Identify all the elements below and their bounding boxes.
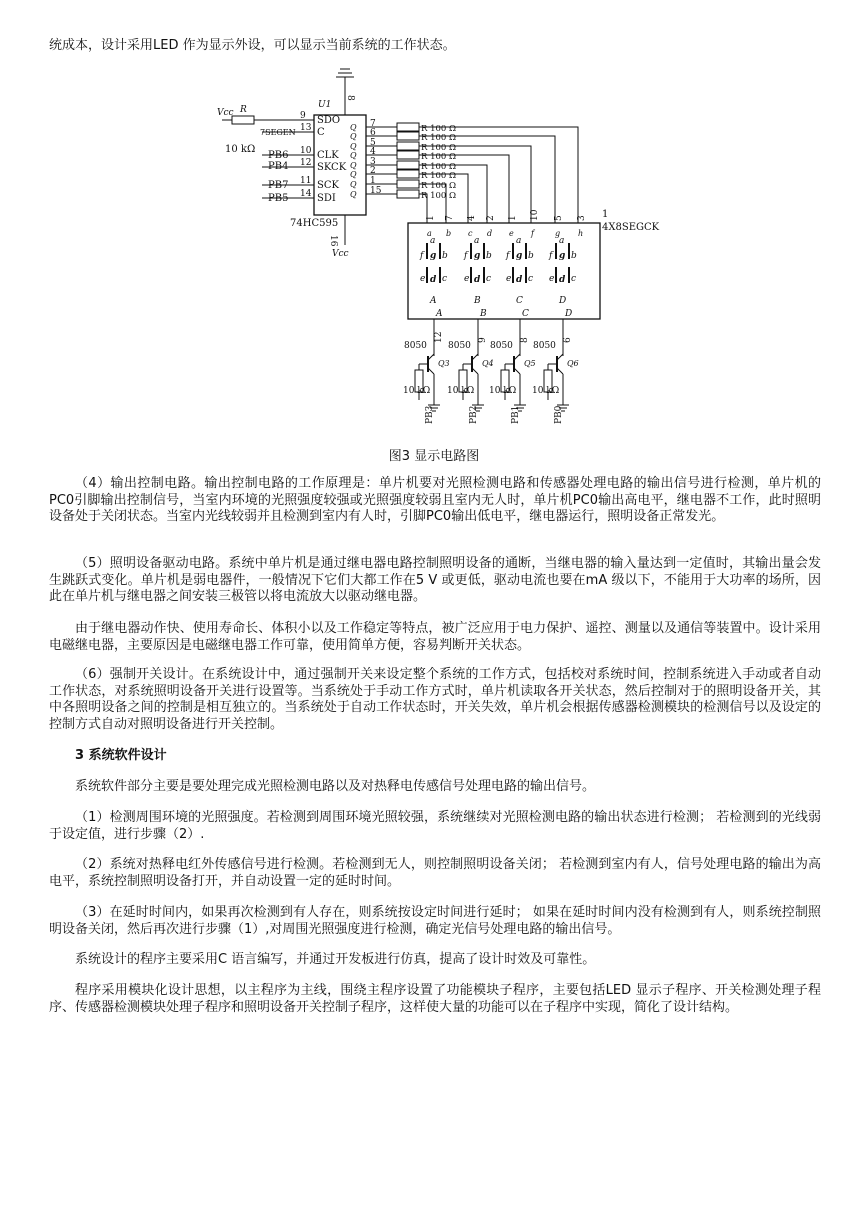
digit-pin-number: 6 [563,337,573,343]
display-top-pin: 4 [467,215,477,221]
digit-pin-number: 12 [434,331,444,343]
svg-text:e: e [506,274,512,284]
chip-name: 74HC595 [290,218,339,229]
chip-q-pin: 6 [370,128,376,138]
npn-transistor [403,341,450,424]
svg-text:b: b [442,251,448,261]
digit-label: C [516,296,523,306]
svg-text:d: d [559,275,566,285]
chip-q-output: Q [350,190,357,199]
segen-label: 7SEGEN [260,128,296,137]
digit-pin-number: 9 [478,337,488,343]
series-resistor-label: R 100 Ω [421,181,457,191]
digit-label-lower: A [436,309,443,319]
display-segment-letter: c [468,229,473,238]
series-resistor-label: R 100 Ω [421,191,457,201]
transistor-ref: Q4 [482,359,494,368]
chip-pin-number: 10 [300,146,312,156]
chip-q-output: Q [350,123,357,132]
digit-label: B [474,296,481,306]
svg-text:f: f [506,251,510,261]
chip-pin-number: 11 [300,176,312,186]
seven-segment-digit [505,236,534,285]
port-pb6: PB6 [268,150,289,161]
chip-q-output: Q [350,132,357,141]
transistor-ref: Q5 [524,359,536,368]
chip-pin-label: C [317,127,325,138]
figure-caption: 图3 显示电路图 [388,449,480,464]
svg-text:f: f [549,251,553,261]
display-top-pin: 5 [554,215,564,221]
svg-text:a: a [474,236,480,246]
digit-label-lower: D [565,309,573,319]
paragraph-step1: （1）检测周围环境的光照强度。若检测到周围环境光照较强，系统继续对光照检测电路的输出状态进行检测； 若检测到的光线弱于设定值，进行步骤（2）. [49,810,821,842]
chip-pin-label: SCK [317,180,339,191]
base-resistor-value: 10 kΩ [489,386,517,396]
series-resistor-label: R 100 Ω [421,133,457,143]
chip-bottom-pin: 16 [328,235,338,247]
svg-text:d: d [474,275,481,285]
paragraph-modular: 程序采用模块化设计思想，以主程序为主线，围绕主程序设置了功能模块子程序，主要包括LED 显示子程序、开关检测处理子程序、传感器检测模块处理子程序和照明设备开关控制子程序，这样使大量的功能可以在子程序中实现，简化了设计结构。 [49,983,821,1015]
pullup-r-label: R [240,105,247,115]
chip-q-output: Q [350,142,357,151]
chip-q-output: Q [350,170,357,179]
transistor-type: 8050 [490,341,513,351]
display-top-pin: 3 [577,215,587,221]
port-pb5: PB5 [268,193,289,204]
display-segment-letter: d [487,229,493,238]
series-resistor-label: R 100 Ω [421,143,457,153]
chip-pin-number: 9 [300,111,306,121]
svg-text:g: g [430,251,437,261]
svg-text:a: a [559,236,565,246]
chip-ref: U1 [318,100,332,110]
svg-text:f: f [420,251,424,261]
chip-pin-label: SDO [317,115,341,126]
paragraph-software-intro: 系统软件部分主要是要处理完成光照检测电路以及对热释电传感信号处理电路的输出信号。 [75,779,596,794]
transistor-ref: Q3 [438,359,450,368]
display-ref: 1 [602,209,609,220]
chip-q-pin: 15 [370,186,382,196]
digit-label: A [430,296,437,306]
pullup-r-value: 10 kΩ [225,144,256,155]
transistor-type: 8050 [404,341,427,351]
seven-segment-digit [419,236,448,285]
series-resistor-label: R 100 Ω [421,162,457,172]
svg-text:f: f [464,251,468,261]
chip-q-pin: 4 [370,147,376,157]
chip-pin-number: 13 [300,123,312,133]
paragraph-c-language: 系统设计的程序主要采用C 语言编写，并通过开发板进行仿真，提高了设计时效及可靠性。 [75,952,596,967]
series-resistor-label: R 100 Ω [421,171,457,181]
chip-pin-number: 14 [300,189,312,199]
svg-text:b: b [571,251,577,261]
chip-pin-label: CLK [317,150,339,161]
svg-text:a: a [516,236,522,246]
chip-q-pin: 1 [370,176,376,186]
svg-text:d: d [516,275,523,285]
display-name: 4X8SEGCK [602,222,660,233]
svg-text:e: e [420,274,426,284]
display-segment-letter: f [531,229,534,238]
base-resistor-value: 10 kΩ [532,386,560,396]
series-resistor-label: R 100 Ω [421,152,457,162]
chip-q-pin: 2 [370,166,376,176]
svg-text:c: c [571,274,577,284]
npn-transistor [447,341,494,424]
paragraph-intro: 统成本，设计采用LED 作为显示外设，可以显示当前系统的工作状态。 [49,38,456,53]
transistor-ref: Q6 [567,359,579,368]
svg-text:e: e [549,274,555,284]
svg-text:c: c [486,274,492,284]
chip-q-pin: 7 [370,119,376,129]
digit-label-lower: C [522,309,529,319]
paragraph-output-control: （4）输出控制电路。输出控制电路的工作原理是：单片机要对光照检测电路和传感器处理电路的输出信号进行检测，单片机的PC0引脚输出控制信号，当室内环境的光照强度较强或光照强度较弱且室内无人时，单片机PC0输出高电平，继电器不工作，此时照明设备处于关闭状态。当室内光线较弱并且检测到室内有人时，引脚PC0输出低电平，继电器运行，照明设备正常发光。 [49,476,821,525]
chip-pin-label: SDI [317,193,336,204]
display-segment-letter: g [555,229,561,238]
port-pb4: PB4 [268,161,289,172]
svg-text:e: e [464,274,470,284]
base-resistor-value: 10 kΩ [403,386,431,396]
base-port-label: PB1 [511,405,521,424]
svg-text:d: d [430,275,437,285]
digit-pin-number: 8 [520,337,530,343]
transistor-type: 8050 [448,341,471,351]
display-top-pin: 1 [426,215,436,221]
vcc-label: Vcc [217,108,234,118]
chip-top-pin: 8 [345,95,355,101]
svg-text:g: g [559,251,566,261]
svg-text:c: c [442,274,448,284]
base-resistor-value: 10 kΩ [447,386,475,396]
svg-text:a: a [430,236,436,246]
display-top-pin: 10 [530,209,540,221]
paragraph-lighting-driver: （5）照明设备驱动电路。系统中单片机是通过继电器电路控制照明设备的通断，当继电器的输入量达到一定值时，其输出量会发生跳跃式变化。单片机是弱电器件，一般情况下它们大都工作在5 V 或更低，驱动电流也要在mA 级以下，不能用于大功率的场所，因此在单片机与继电器之间安装三极管以将电流放大以驱动继电器。 [49,556,821,605]
chip-q-output: Q [350,151,357,160]
chip-pin-number: 12 [300,158,312,168]
display-segment-letter: a [427,229,432,238]
display-segment-letter: e [509,229,514,238]
transistor-type: 8050 [533,341,556,351]
display-segment-letter: h [578,229,584,238]
base-port-label: PB0 [554,405,564,424]
display-top-pin: 2 [486,215,496,221]
chip-q-pin: 3 [370,157,376,167]
svg-text:g: g [516,251,523,261]
paragraph-relay: 由于继电器动作快、使用寿命长、体积小以及工作稳定等特点，被广泛应用于电力保护、遥控、测量以及通信等装置中。设计采用电磁继电器，主要原因是电磁继电器工作可靠，使用简单方便，容易判断开关状态。 [49,621,821,653]
base-port-label: PB2 [469,405,479,424]
svg-text:g: g [474,251,481,261]
port-pb7: PB7 [268,180,289,191]
paragraph-step3: （3）在延时时间内，如果再次检测到有人存在，则系统按设定时间进行延时； 如果在延时时间内没有检测到有人，则系统控制照明设备关闭，然后再次进行步骤（1）,对周围光照强度进行检测，确定光信号处理电路的输出信号。 [49,905,821,937]
paragraph-step2: （2）系统对热释电红外传感信号进行检测。若检测到无人，则控制照明设备关闭； 若检测到室内有人，信号处理电路的输出为高电平，系统控制照明设备打开，并自动设置一定的延时时间。 [49,857,821,889]
chip-q-output: Q [350,180,357,189]
chip-vcc: Vcc [332,249,349,259]
circuit-diagram [0,60,868,440]
display-top-pin: 1 [508,215,518,221]
chip-pin-label: SKCK [317,162,347,173]
paragraph-force-switch: （6）强制开关设计。在系统设计中，通过强制开关来设定整个系统的工作方式，包括校对系统时间，控制系统进入手动或者自动工作状态，对系统照明设备开关进行设置等。当系统处于手动工作方式时，单片机读取各开关状态，然后控制对于的照明设备开关，其中各照明设备之间的控制是相互独立的。当系统处于自动工作状态时，开关失效，单片机会根据传感器检测模块的检测信号以及设定的控制方式自动对照明设备进行开关控制。 [49,667,821,732]
segment-digits [419,236,577,285]
npn-transistor [489,341,536,424]
series-resistor-label: R 100 Ω [421,124,457,134]
svg-text:b: b [528,251,534,261]
display-top-pin: 7 [445,215,455,221]
chip-q-pin: 5 [370,138,376,148]
display-segment-letter: b [446,229,452,238]
digit-label: D [559,296,567,306]
svg-text:c: c [528,274,534,284]
svg-text:b: b [486,251,492,261]
chip-q-output: Q [350,161,357,170]
base-port-label: PB3 [425,405,435,424]
npn-transistor [532,341,579,424]
seven-segment-digit [463,236,492,285]
section-heading: 3 系统软件设计 [75,748,167,763]
seven-segment-digit [548,236,577,285]
digit-label-lower: B [480,309,487,319]
